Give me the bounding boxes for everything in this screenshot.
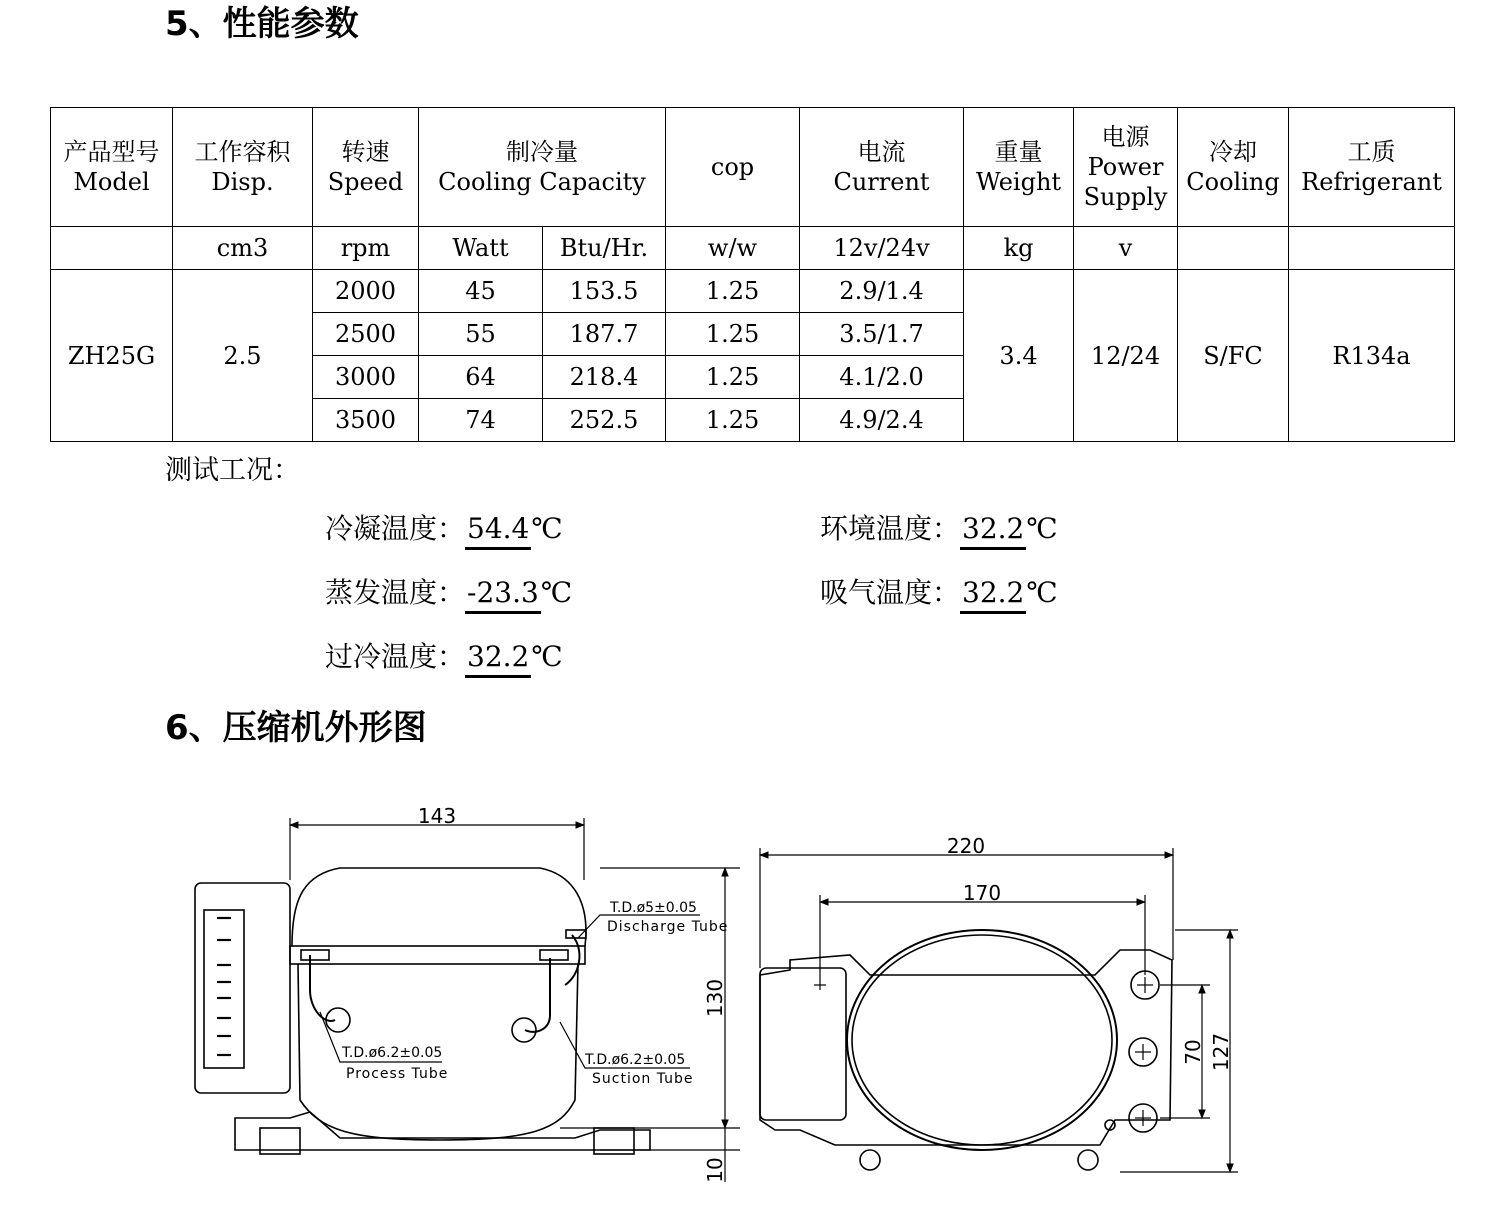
watt-cell: 74 [419, 399, 543, 442]
evaporating-label: 蒸发温度： [325, 576, 466, 609]
current-cell: 4.9/2.4 [800, 399, 964, 442]
dim-143-label: 143 [417, 804, 457, 828]
side-view [195, 868, 650, 1154]
header-speed: 转速 Speed [313, 108, 419, 227]
disp-cell: 2.5 [173, 270, 313, 442]
suction-name-label: Suction Tube [592, 1071, 694, 1087]
btu-cell: 153.5 [543, 270, 666, 313]
suction-tube [525, 958, 550, 1032]
current-cell: 3.5/1.7 [800, 313, 964, 356]
header-disp: 工作容积 Disp. [173, 108, 313, 227]
suction-td-label: T.D.ø6.2±0.05 [585, 1052, 686, 1068]
header-model: 产品型号 Model [51, 108, 173, 227]
test-conditions-title: 测试工况： [165, 455, 300, 486]
watt-cell: 55 [419, 313, 543, 356]
evaporating-value: -23.3 [465, 575, 541, 614]
process-td-label: T.D.ø6.2±0.05 [342, 1045, 443, 1061]
subcooling-value: 32.2 [465, 639, 531, 678]
suction-tube-end [512, 1018, 536, 1042]
terminal-marks [217, 918, 231, 1055]
cop-cell: 1.25 [666, 356, 800, 399]
cooling-cell: S/FC [1178, 270, 1289, 442]
unit-cell: 12v/24v [800, 227, 964, 270]
section6-title: 6、压缩机外形图 [165, 708, 427, 748]
ambient-unit: ℃ [1026, 512, 1058, 545]
discharge-name-label: Discharge Tube [607, 919, 729, 935]
header-weight: 重量 Weight [964, 108, 1074, 227]
discharge-td-label: T.D.ø5±0.05 [610, 900, 697, 916]
terminal-block [204, 910, 244, 1068]
condensing-label: 冷凝温度： [325, 512, 466, 545]
unit-cell: w/w [666, 227, 800, 270]
terminal-cover [760, 968, 846, 1120]
unit-cell: v [1074, 227, 1178, 270]
process-tube-cap [301, 950, 329, 960]
dim-130-label: 130 [703, 978, 727, 1018]
fitting-right [1078, 1150, 1098, 1170]
btu-cell: 218.4 [543, 356, 666, 399]
suction-value: 32.2 [960, 575, 1026, 614]
header-refrigerant: 工质 Refrigerant [1289, 108, 1455, 227]
dim-220-label: 220 [946, 834, 986, 858]
base-plate [235, 1112, 650, 1150]
suction-label: 吸气温度： [820, 576, 961, 609]
dim-10-label: 10 [703, 1157, 727, 1183]
dim-127-label: 127 [1209, 1032, 1233, 1072]
speed-cell: 3500 [313, 399, 419, 442]
model-cell: ZH25G [51, 270, 173, 442]
process-name-label: Process Tube [346, 1066, 449, 1082]
dim-170-label: 170 [962, 881, 1002, 905]
header-power-supply: 电源 Power Supply [1074, 108, 1178, 227]
base-outline [760, 950, 1172, 1145]
process-tube-end [326, 1008, 350, 1032]
header-current: 电流 Current [800, 108, 964, 227]
unit-cell: Watt [419, 227, 543, 270]
current-cell: 2.9/1.4 [800, 270, 964, 313]
header-cooling: 冷却 Cooling [1178, 108, 1289, 227]
watt-cell: 64 [419, 356, 543, 399]
discharge-tube-cap [566, 930, 586, 938]
suction-unit: ℃ [1026, 576, 1058, 609]
current-cell: 4.1/2.0 [800, 356, 964, 399]
power-cell: 12/24 [1074, 270, 1178, 442]
top-view [760, 930, 1172, 1170]
unit-cell: rpm [313, 227, 419, 270]
unit-cell: cm3 [173, 227, 313, 270]
unit-cell: Btu/Hr. [543, 227, 666, 270]
condensing-value: 54.4 [465, 511, 531, 550]
section5-title: 5、性能参数 [165, 4, 359, 44]
subcooling-unit: ℃ [531, 640, 563, 673]
unit-cell: kg [964, 227, 1074, 270]
cop-cell: 1.25 [666, 270, 800, 313]
condensing-unit: ℃ [531, 512, 563, 545]
header-cop: cop [666, 108, 800, 227]
speed-cell: 2000 [313, 270, 419, 313]
shell-outer [847, 930, 1117, 1150]
suction-tube-cap [540, 950, 568, 960]
cop-cell: 1.25 [666, 399, 800, 442]
side-dimensions [290, 818, 740, 1182]
ambient-value: 32.2 [960, 511, 1026, 550]
speed-cell: 2500 [313, 313, 419, 356]
fitting-left [860, 1150, 880, 1170]
subcooling-label: 过冷温度： [325, 640, 466, 673]
evaporating-unit: ℃ [540, 576, 573, 609]
shell-upper [292, 868, 586, 946]
shell-inner [852, 935, 1112, 1145]
btu-cell: 187.7 [543, 313, 666, 356]
header-cooling-capacity: 制冷量 Cooling Capacity [419, 108, 666, 227]
watt-cell: 45 [419, 270, 543, 313]
ambient-label: 环境温度： [820, 512, 961, 545]
refrigerant-cell: R134a [1289, 270, 1455, 442]
weight-cell: 3.4 [964, 270, 1074, 442]
terminal-box [195, 883, 290, 1093]
dim-70-label: 70 [1181, 1039, 1205, 1065]
speed-cell: 3000 [313, 356, 419, 399]
btu-cell: 252.5 [543, 399, 666, 442]
cop-cell: 1.25 [666, 313, 800, 356]
process-tube [310, 955, 335, 1021]
